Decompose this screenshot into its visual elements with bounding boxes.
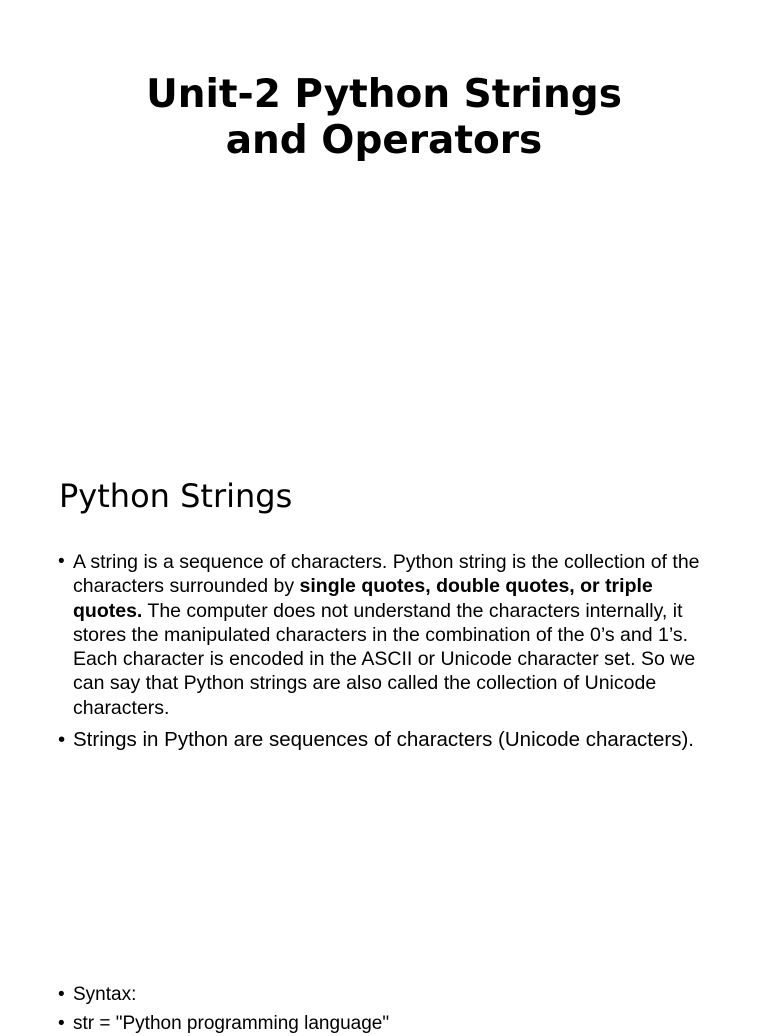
bullet-syntax-example: • str = "Python programming language" bbox=[58, 1012, 718, 1036]
bullet-1-text-after: The computer does not understand the characters internally, it stores the manipulated characters in the combination of the 0’s and 1’s. Each character is encoded in the ASCII or Unicode character set. So we can say that Python strings are also called the collection of Unicode characters. bbox=[73, 599, 696, 719]
bullet-1-text-before: A string is a sequence of characters. Python string is the collection of the characters surrounded by bbox=[73, 551, 700, 598]
bullet-string-definition bbox=[58, 550, 718, 720]
bullet-string-sequences: • Strings in Python are sequences of characters (Unicode characters). bbox=[58, 728, 718, 753]
bullet-syntax: • Syntax: bbox=[58, 983, 718, 1007]
bullet-1-bold-text: single quotes, double quotes, or triple quotes. bbox=[73, 575, 653, 622]
section-heading: Python Strings bbox=[59, 477, 293, 515]
slide-title-line-1: Unit-2 Python Strings bbox=[146, 72, 622, 117]
slide-title bbox=[0, 72, 768, 164]
slide-title-line-2: and Operators bbox=[225, 118, 543, 163]
